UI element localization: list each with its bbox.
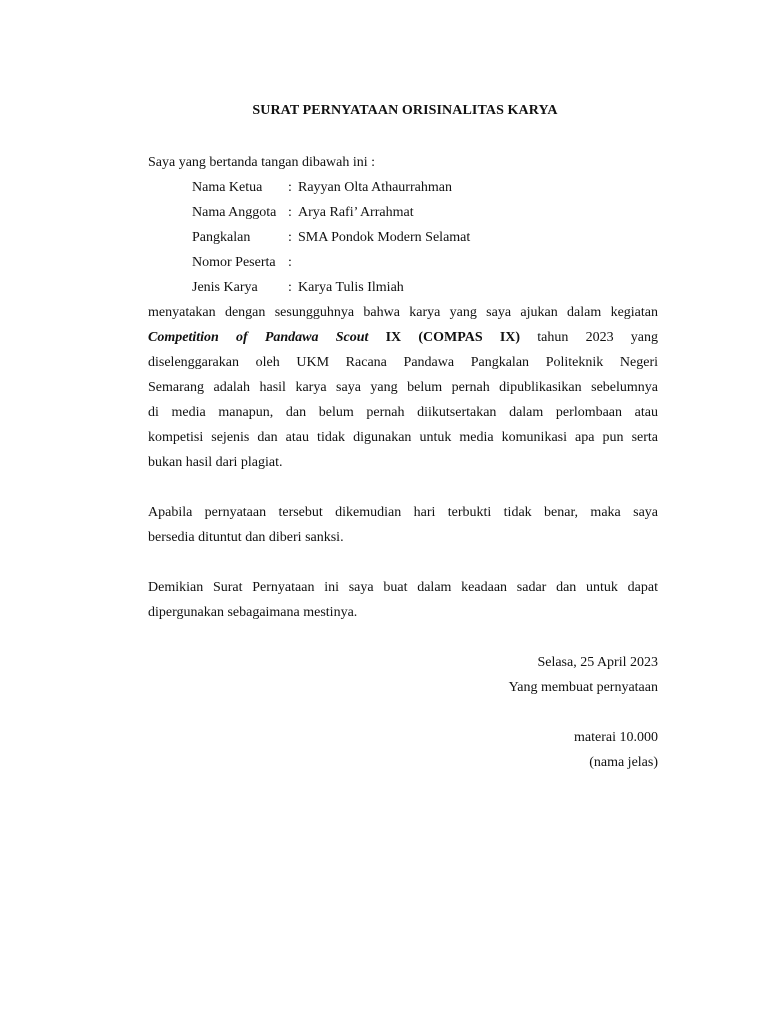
closing-paragraph	[148, 575, 658, 625]
field-label: Nama Anggota	[192, 205, 277, 220]
field-nomor-peserta	[148, 250, 658, 275]
field-nama-anggota	[148, 200, 658, 225]
consequence-paragraph	[148, 500, 658, 550]
closing-line: dipergunakan sebagaimana mestinya.	[148, 605, 358, 620]
statement-line: di media manapun, dan belum pernah diikutsertakan dalam perlombaan atau	[148, 405, 658, 420]
identity-fields	[148, 175, 658, 300]
document-title: SURAT PERNYATAAN ORISINALITAS KARYA	[252, 103, 558, 118]
event-name-italic: Competition of Pandawa Scout	[148, 330, 369, 345]
statement-line-event	[148, 325, 658, 350]
closing-line: Demikian Surat Pernyataan ini saya buat dalam keadaan sadar dan untuk dapat	[148, 580, 658, 595]
statement-line: kompetisi sejenis dan atau tidak digunakan untuk media komunikasi apa pun serta	[148, 430, 658, 445]
field-label: Jenis Karya	[192, 280, 258, 295]
field-value: SMA Pondok Modern Selamat	[298, 230, 471, 245]
field-nama-ketua	[148, 175, 658, 200]
field-value: Rayyan Olta Athaurrahman	[298, 180, 452, 195]
field-separator: :	[288, 280, 292, 295]
field-label: Nomor Peserta	[192, 255, 276, 270]
field-label: Pangkalan	[192, 230, 251, 245]
signature-place-date: Selasa, 25 April 2023	[537, 655, 658, 670]
field-separator: :	[288, 180, 292, 195]
consequence-line: Apabila pernyataan tersebut dikemudian hari terbukti tidak benar, maka saya	[148, 505, 658, 520]
field-value: Karya Tulis Ilmiah	[298, 280, 404, 295]
field-separator: :	[288, 255, 292, 270]
signature-role: Yang membuat pernyataan	[508, 680, 658, 695]
signature-name: (nama jelas)	[589, 755, 658, 770]
statement-line: diselenggarakan oleh UKM Racana Pandawa Pangkalan Politeknik Negeri	[148, 355, 658, 370]
field-value: Arya Rafi’ Arrahmat	[298, 205, 414, 220]
field-label: Nama Ketua	[192, 180, 263, 195]
statement-paragraph	[148, 300, 658, 475]
statement-line: menyatakan dengan sesungguhnya bahwa karya yang saya ajukan dalam kegiatan	[148, 305, 658, 320]
statement-line: Semarang adalah hasil karya saya yang belum pernah dipublikasikan sebelumnya	[148, 380, 658, 395]
statement-line-rest: tahun 2023 yang	[537, 330, 658, 345]
field-jenis-karya	[148, 275, 658, 300]
consequence-line: bersedia dituntut dan diberi sanksi.	[148, 530, 344, 545]
statement-line: bukan hasil dari plagiat.	[148, 455, 283, 470]
field-separator: :	[288, 230, 292, 245]
field-separator: :	[288, 205, 292, 220]
field-pangkalan	[148, 225, 658, 250]
event-name-bold: IX (COMPAS IX)	[385, 330, 521, 345]
signature-stamp: materai 10.000	[574, 730, 658, 745]
intro-text: Saya yang bertanda tangan dibawah ini :	[148, 155, 376, 170]
